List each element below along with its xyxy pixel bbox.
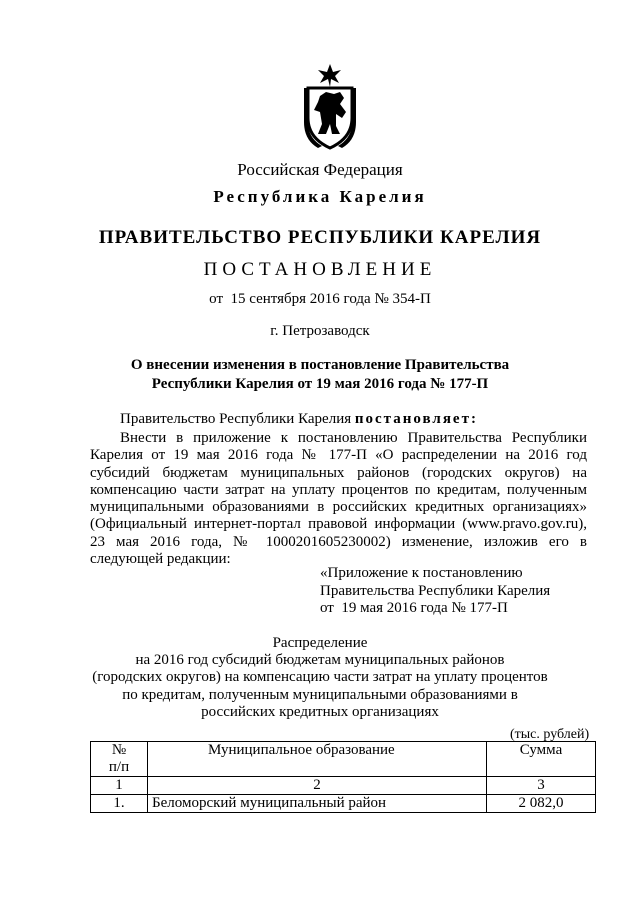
table-cell: 1: [91, 777, 148, 795]
table-row: [91, 795, 596, 813]
table-cell: Беломорский муниципальный район: [148, 795, 487, 813]
column-header-municipality: Муниципальное образование: [148, 742, 487, 777]
table-cell: 2: [148, 777, 487, 795]
paragraph-line: Внести в приложение к постановлению Правительства Республики: [120, 430, 587, 446]
distribution-line: (городских округов) на компенсацию части затрат на уплату процентов: [92, 669, 548, 686]
appendix-reference: [320, 565, 550, 618]
unit-label: (тыс. рублей): [510, 727, 590, 742]
country-name: Российская Федерация: [237, 160, 403, 179]
resolution-word: постановляет:: [354, 411, 478, 427]
paragraph-line: Карелия от 19 мая 2016 года № 177-П «О распределении на 2016 год: [90, 447, 587, 464]
appendix-line: от 19 мая 2016 года № 177-П: [320, 600, 508, 616]
appendix-line: «Приложение к постановлению: [320, 565, 523, 581]
paragraph-line: 23 мая 2016 года, № 1000201605230002) изменение, изложив его в: [90, 533, 587, 550]
table-index-row: [91, 777, 596, 795]
table-header-row: [91, 742, 596, 777]
document-subject: [0, 356, 640, 394]
paragraph-line: муниципальными образованиями в российских кредитных организациях»: [90, 499, 587, 516]
distribution-heading: Распределение: [272, 635, 368, 651]
distribution-table: [90, 741, 596, 813]
paragraph-line: компенсацию части затрат на уплату процентов по кредитам, полученным: [90, 481, 587, 498]
column-header-amount: Сумма: [487, 742, 596, 777]
main-paragraph: [90, 430, 587, 568]
government-name: ПРАВИТЕЛЬСТВО РЕСПУБЛИКИ КАРЕЛИЯ: [98, 227, 542, 248]
intro-text: Правительство Республики Карелия: [120, 411, 355, 427]
appendix-line: Правительства Республики Карелия: [320, 582, 551, 599]
distribution-line: российских кредитных организациях: [201, 703, 439, 720]
table-cell: 3: [487, 777, 596, 795]
distribution-title: [0, 635, 640, 721]
paragraph-line: (Официальный интернет-портал правовой информации (www.pravo.gov.ru),: [90, 516, 587, 533]
document-date: от 15 сентября 2016 года № 354-П: [209, 291, 431, 307]
document-type: ПОСТАНОВЛЕНИЕ: [203, 259, 437, 280]
paragraph-line: субсидий бюджетам муниципальных районов (городских округов) на: [90, 464, 587, 481]
table-cell: 2 082,0: [487, 795, 596, 813]
paragraph-line: следующей редакции:: [90, 551, 231, 568]
karelia-coat-of-arms-icon: [300, 62, 360, 150]
subject-line: Республики Карелия от 19 мая 2016 года № 177-П: [151, 376, 489, 392]
intro-paragraph: [90, 411, 587, 428]
document-city: г. Петрозаводск: [270, 323, 370, 339]
distribution-line: на 2016 год субсидий бюджетам муниципальных районов: [135, 652, 505, 669]
table-cell: 1.: [91, 795, 148, 813]
distribution-line: по кредитам, полученным муниципальными образованиями в: [122, 686, 518, 703]
column-header-number: № п/п: [91, 742, 148, 777]
republic-name: Республика Карелия: [213, 187, 427, 206]
subject-line: О внесении изменения в постановление Правительства: [130, 357, 510, 373]
